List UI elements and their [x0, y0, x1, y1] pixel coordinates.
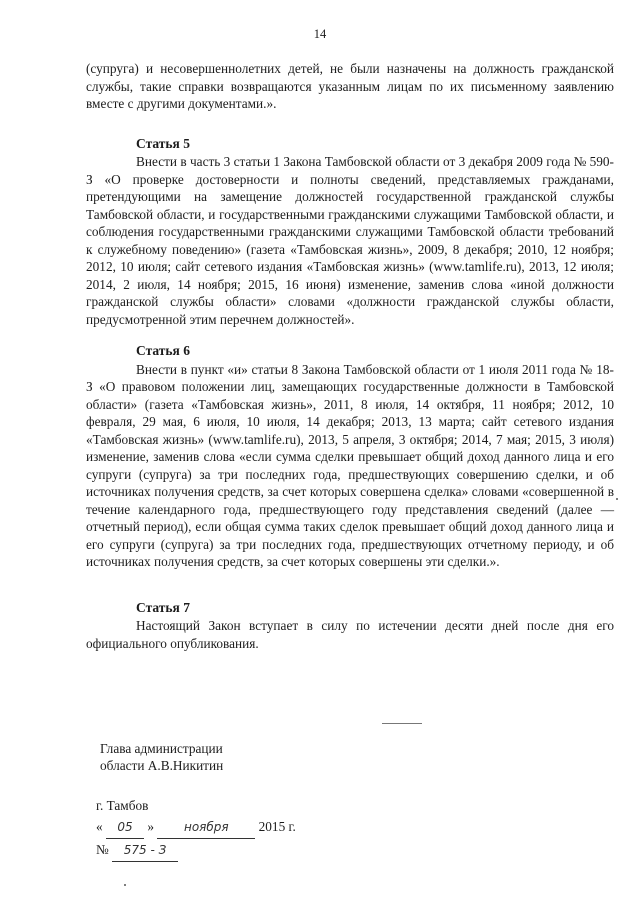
signature-block [100, 740, 223, 774]
number-line [96, 839, 296, 862]
signature-name: области А.В.Никитин [100, 758, 224, 773]
document-body [86, 60, 614, 652]
article-text: Внести в часть 3 статьи 1 Закона Тамбовской области от 3 декабря 2009 года № 590-З «О проверке достоверности и полноты сведений, представляемых гражданами, претендующими на замещение должностей государственной гражданской службы Тамбовской области, и государственными гражданскими служащими Тамбовской области, и соблюдения государственными гражданскими служащими Тамбовской области требований к служебному поведению» (газета «Тамбовская жизнь», 2009, 8 декабря; 2010, 12 ноября; 2012, 10 июля; сайт сетевого издания «Тамбовская жизнь» (www.tamlife.ru), 2013, 12 июля; 2014, 2 июля, 14 ноября; 2015, 16 июня) изменение, заменив слова «иной должности гражданской службы области» словами «должности гражданской службы области, предусмотренной этим перечнем должностей». [86, 154, 614, 327]
page-number: 14 [313, 27, 327, 41]
scan-speck [616, 498, 618, 500]
article-7 [86, 599, 614, 653]
signature-title: Глава администрации [100, 741, 223, 756]
article-5 [86, 135, 614, 329]
date-close-quote: » [147, 819, 154, 834]
article-6 [86, 342, 614, 571]
article-title: Статья 5 [136, 135, 190, 151]
date-day: 05 [106, 817, 144, 839]
number-value: 575 - З [112, 840, 178, 862]
place: г. Тамбов [96, 798, 149, 813]
date-year: 2015 г. [258, 819, 296, 834]
date-open-quote: « [96, 819, 103, 834]
article-title: Статья 7 [136, 599, 190, 615]
intro-paragraph: (супруга) и несовершеннолетних детей, не были назначены на должность гражданской службы, такие справки возвращаются указанным лицам по их письменному заявлению вместе с другими документами.». [86, 61, 614, 111]
article-text: Внести в пункт «и» статьи 8 Закона Тамбовской области от 1 июля 2011 года № 18-З «О правовом положении лиц, замещающих государственные должности в Тамбовской области» (газета «Тамбовская жизнь», 2011, 8 июля, 14 октября, 11 ноября; 2012, 10 февраля, 29 мая, 6 июля, 10 июля, 14 декабря; 2013, 13 марта; сайт сетевого издания «Тамбовская жизнь» (www.tamlife.ru), 2013, 5 апреля, 3 октября; 2014, 7 мая; 2015, 3 июля) изменение, заменив слова «если сумма сделки превышает общий доход данного лица и его супруги (супруга) за три последних года, предшествующих совершению сделки, и об источниках получения средств, за счет которых совершена сделка» словами «совершенной в течение календарного года, предшествующего году представления сведений (далее — отчетный период), если общая сумма таких сделок превышает общий доход данного лица и его супруги (супруга) за три последних года, предшествующих отчетному периоду, и об источниках получения средств, за счет которых совершены эти сделки.». [86, 361, 614, 569]
article-title: Статья 6 [136, 343, 190, 358]
scan-mark [382, 723, 422, 724]
number-prefix: № [96, 842, 109, 857]
place-date-block [96, 795, 296, 862]
date-line [96, 816, 296, 839]
article-text: Настоящий Закон вступает в силу по истечении десяти дней после дня его официального опубликования. [86, 618, 614, 651]
date-month: ноября [157, 817, 255, 839]
scan-speck [124, 884, 126, 886]
